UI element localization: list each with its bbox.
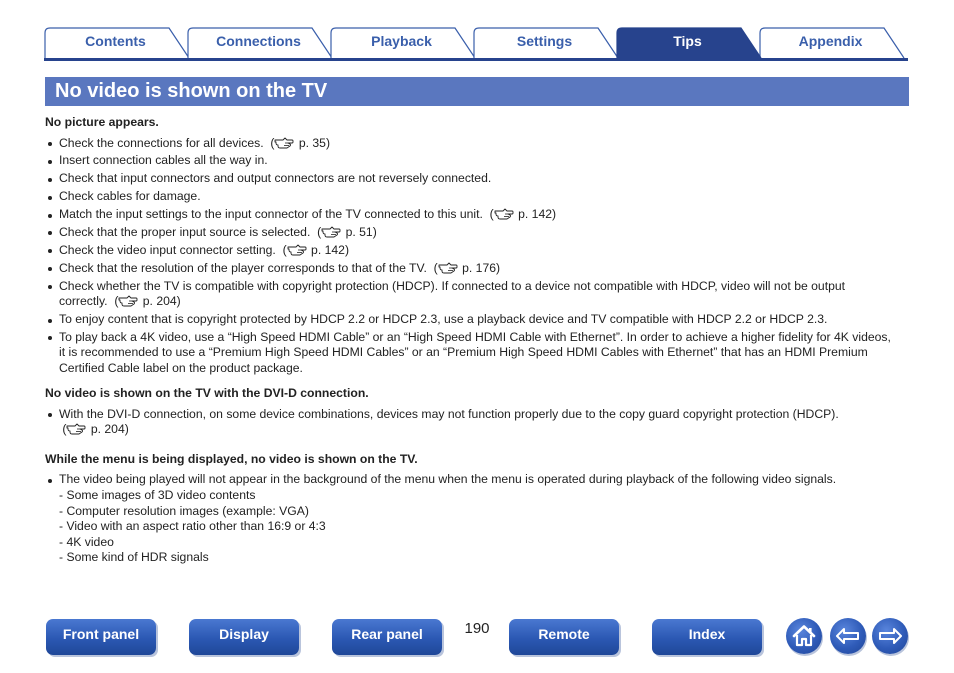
tab-tips[interactable]: Tips [673, 33, 702, 49]
reference-hand-icon [118, 295, 138, 307]
section-heading: No picture appears. [45, 115, 159, 129]
tab-playback[interactable]: Playback [371, 33, 432, 49]
reference-page: p. 204 [90, 422, 125, 437]
reference-page: p. 204 [142, 294, 177, 309]
page-title: No video is shown on the TV [55, 80, 328, 102]
tab-contents[interactable]: Contents [85, 33, 146, 49]
reference-hand-icon [287, 244, 307, 256]
display-button[interactable]: Display [189, 619, 299, 655]
bullet-list [45, 407, 895, 438]
item-text: Check that the resolution of the player corresponds to that of the TV. [59, 260, 427, 275]
item-text: Insert connection cables all the way in. [59, 153, 268, 168]
tab-baseline [44, 58, 908, 61]
list-item [45, 189, 895, 205]
reference-page: p. 142 [518, 207, 553, 222]
list-item [45, 330, 895, 377]
list-item [45, 407, 895, 438]
tab-bar [44, 27, 908, 61]
reference-page: p. 176 [462, 260, 497, 275]
list-item [45, 136, 895, 152]
item-text: Check the connections for all devices. [59, 135, 264, 150]
bullet-list [45, 136, 895, 377]
page-reference-link[interactable]: ( p. 142) [282, 242, 349, 257]
reference-hand-icon [274, 137, 294, 149]
item-text: To enjoy content that is copyright protected by HDCP 2.2 or HDCP 2.3, use a playback device and TV compatible with HDCP 2.2 or HDCP 2.3. [59, 312, 828, 327]
page-reference-link[interactable]: ( p. 176) [433, 260, 501, 275]
reference-hand-icon [321, 226, 341, 238]
item-text: Check the video input connector setting. [59, 242, 276, 257]
section-menu-displayed [45, 450, 895, 566]
tab-settings[interactable]: Settings [516, 33, 573, 49]
remote-button[interactable]: Remote [509, 619, 619, 655]
sub-item: - Some images of 3D video contents [59, 487, 256, 502]
section-heading: While the menu is being displayed, no video is shown on the TV. [45, 451, 418, 466]
list-item [45, 171, 895, 187]
sub-item: - Computer resolution images (example: VGA) [59, 503, 309, 518]
list-item [45, 153, 895, 169]
item-text: To play back a 4K video, use a “High Speed HDMI Cable” or an “High Speed HDMI Cable with Ethernet”. In order to achieve a higher fidelity for 4K videos, it is recommended to use a “Premium High Speed HDMI Cables” or an “Premium High Speed HDMI Cables with Ethernet” that has an HDMI Premium Certified Cable label on the product package. [59, 329, 891, 375]
sub-item: - Some kind of HDR signals [59, 550, 209, 565]
reference-hand-icon [494, 208, 514, 220]
section-dvi-d [45, 384, 895, 438]
page-number: 190 [464, 620, 490, 637]
item-text: The video being played will not appear in the background of the menu when the menu is operated during playback of the following video signals. [59, 472, 837, 487]
item-text: Match the input settings to the input connector of the TV connected to this unit. [59, 207, 483, 222]
content-area [45, 113, 895, 572]
back-button[interactable] [830, 618, 866, 654]
item-text: Check cables for damage. [59, 189, 201, 204]
sub-list [59, 488, 895, 566]
home-icon [786, 618, 822, 654]
section-heading: No video is shown on the TV with the DVI-D connection. [45, 386, 369, 401]
reference-page: p. 142 [311, 242, 345, 257]
page-reference-link[interactable]: ( p. 204) [59, 422, 129, 437]
list-item [45, 279, 895, 310]
front-panel-button[interactable]: Front panel [46, 619, 156, 655]
list-item [45, 225, 895, 241]
list-item [45, 207, 895, 223]
list-item [45, 312, 895, 328]
page-reference-link[interactable]: ( p. 142) [489, 207, 557, 222]
item-text: Check whether the TV is compatible with copyright protection (HDCP). If connected to a device not compatible with HDCP, video will not be output correctly. [59, 278, 846, 309]
page-reference-link[interactable]: ( p. 35) [270, 135, 330, 150]
home-button[interactable] [786, 618, 822, 654]
section-no-picture [45, 113, 895, 376]
index-button[interactable]: Index [652, 619, 762, 655]
item-text: Check that the proper input source is selected. [59, 224, 311, 239]
tab-appendix[interactable]: Appendix [798, 33, 863, 49]
reference-hand-icon [66, 423, 86, 435]
reference-hand-icon [438, 262, 458, 274]
list-item [45, 261, 895, 277]
reference-page: p. 51 [345, 224, 373, 239]
item-text: Check that input connectors and output connectors are not reversely connected. [59, 171, 492, 186]
arrow-right-icon [872, 618, 908, 654]
list-item [45, 243, 895, 259]
title-bar [45, 77, 909, 106]
forward-button[interactable] [872, 618, 908, 654]
bullet-list [45, 472, 895, 565]
rear-panel-button[interactable]: Rear panel [332, 619, 442, 655]
list-item [45, 472, 895, 565]
item-text: With the DVI-D connection, on some device combinations, devices may not function properly due to the copy guard copyright protection (HDCP). [59, 406, 839, 421]
arrow-left-icon [830, 618, 866, 654]
page-reference-link[interactable]: ( p. 51) [317, 224, 377, 239]
reference-page: p. 35 [298, 135, 326, 150]
page-reference-link[interactable]: ( p. 204) [114, 294, 181, 309]
sub-item: - Video with an aspect ratio other than 16:9 or 4:3 [59, 519, 326, 534]
tab-connections[interactable]: Connections [216, 33, 301, 49]
sub-item: - 4K video [59, 534, 114, 549]
